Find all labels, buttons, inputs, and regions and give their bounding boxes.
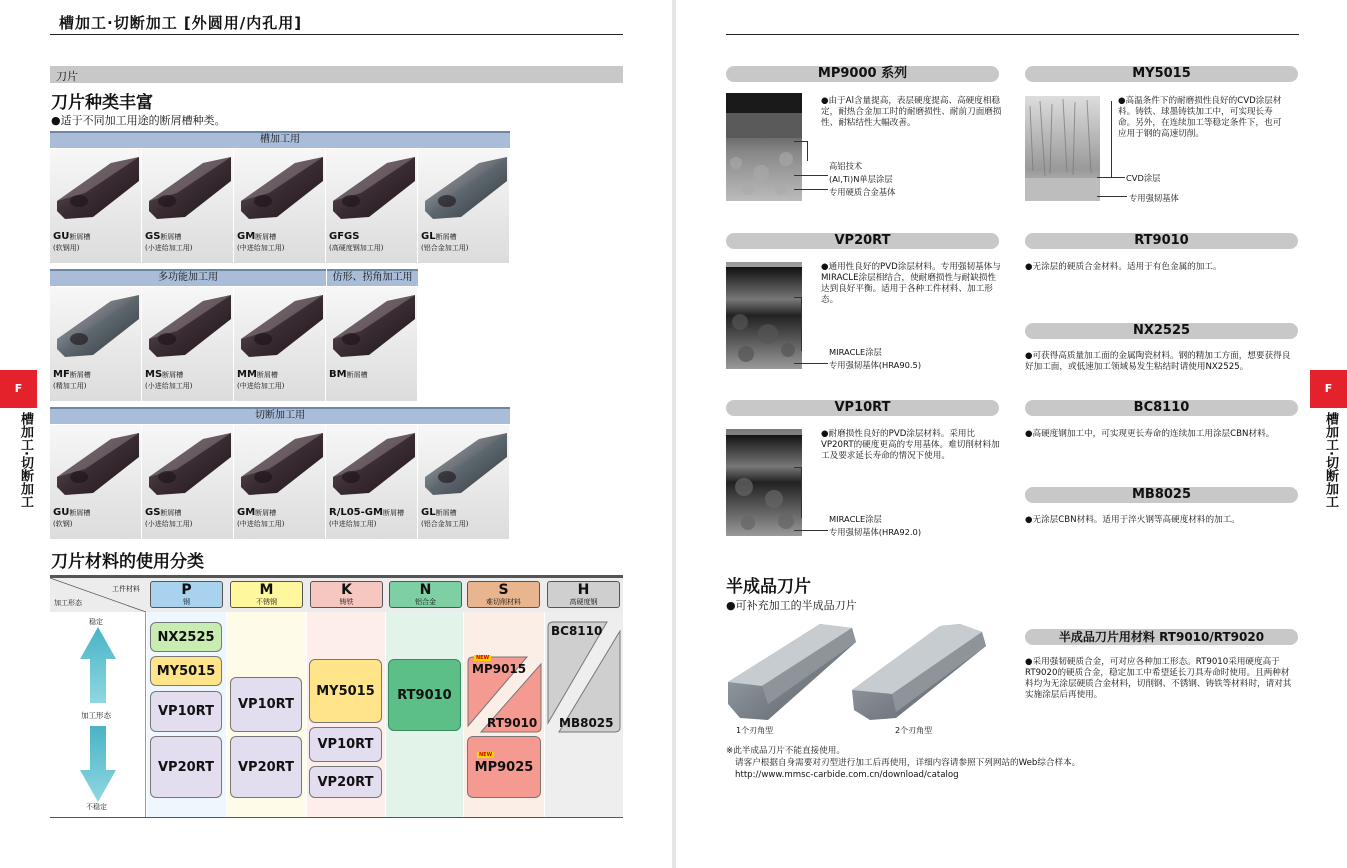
insert-note: (铝合金加工用) — [421, 520, 469, 528]
material-header-h — [547, 581, 620, 608]
grade-mb8025: MB8025 — [559, 716, 614, 730]
material-letter: H — [577, 582, 590, 598]
insert-note: (中进给加工用) — [329, 520, 377, 528]
insert-image — [145, 293, 233, 367]
vp20rt-ann2: 专用强韧基体(HRA90.5) — [829, 360, 922, 370]
material-header-m — [230, 581, 303, 608]
band-cutoff-label: 切断加工用 — [255, 410, 305, 421]
right-page — [676, 0, 1347, 868]
section-bar-label: 刀片 — [56, 70, 78, 83]
insert-label — [329, 369, 368, 381]
insert-suffix: 断屑槽 — [255, 233, 277, 241]
my5015-ann1: CVD涂层 — [1126, 173, 1161, 183]
insert-label — [237, 369, 284, 392]
mp9000-ann1: 高铝技术 — [829, 161, 863, 171]
material-header-s — [467, 581, 540, 608]
vp10rt-ann2: 专用强韧基体(HRA92.0) — [829, 527, 922, 537]
insert-image — [421, 155, 509, 229]
arrow-down-icon — [80, 726, 116, 802]
insert-label — [145, 231, 192, 254]
insert-label — [53, 507, 90, 530]
semi-caption-1: 1个刃角型 — [736, 726, 774, 735]
vp10rt-photo — [726, 429, 802, 536]
mode-label: 加工形态 — [81, 711, 111, 720]
corner-bottom-label: 加工形态 — [54, 599, 82, 607]
insert-code: GM — [237, 231, 256, 242]
insert-suffix: 断屑槽 — [69, 233, 91, 241]
vp10rt-ann1: MIRACLE涂层 — [829, 514, 882, 524]
insert-code: MF — [53, 369, 70, 380]
material-letter: N — [419, 582, 432, 598]
insert-cell — [50, 287, 142, 401]
insert-image — [145, 155, 233, 229]
new-badge: NEW — [476, 655, 490, 661]
semi-material-desc: ●采用强韧硬质合金，可对应各种加工形态。RT9010采用硬度高于RT9020的硬质合金，稳定加工中希望延长刀具寿命时使用。且两种材料均为无涂层硬质合金材料，切削钢、不锈钢、铸铁等材料时，请对其实施涂层后再使用。 — [1025, 657, 1292, 700]
vp10rt-desc: ●耐磨损性良好的PVD涂层材料。采用比VP20RT的硬度更高的专用基体。难切削材料加工及要求延长寿命的情况下使用。 — [821, 429, 1000, 461]
insert-image — [237, 431, 325, 505]
semi-caption-2: 2个刃角型 — [895, 726, 933, 735]
insert-code: MS — [145, 369, 163, 380]
inserts-heading: 刀片种类丰富 — [51, 93, 153, 113]
page-header-title: 槽加工·切断加工 [外圆用/内孔用] — [59, 14, 303, 32]
grade-rt9010-n: RT9010 — [388, 659, 461, 731]
insert-cell — [418, 149, 510, 263]
grade-nx2525: NX2525 — [150, 622, 222, 652]
insert-image — [145, 431, 233, 505]
insert-suffix: 断屑槽 — [346, 371, 368, 379]
mp9000-ann3: 专用硬质合金基体 — [829, 187, 896, 197]
grade-rt9010-s: RT9010 — [487, 716, 538, 730]
grade-mp9025: MP9025 — [467, 736, 541, 798]
material-name: 铸铁 — [339, 598, 354, 606]
mb8025-desc: ●无涂层CBN材料。适用于淬火钢等高硬度材料的加工。 — [1025, 515, 1240, 525]
insert-label — [53, 231, 90, 254]
insert-label — [329, 507, 404, 530]
insert-note: (小进给加工用) — [145, 520, 193, 528]
insert-code: GL — [421, 507, 436, 518]
pill-my5015: MY5015 — [1025, 66, 1298, 82]
insert-cell — [326, 425, 418, 539]
insert-cell — [142, 425, 234, 539]
insert-cell — [326, 149, 418, 263]
insert-suffix: 断屑槽 — [255, 509, 277, 517]
insert-code: GFGS — [329, 231, 360, 242]
material-name: 钢 — [183, 598, 190, 606]
mp9000-desc: ●由于Al含量提高，表层硬度提高、高硬度相稳定，耐热合金加工时的耐磨损性、耐前刀面磨损性、耐粘结性大幅改善。 — [821, 96, 1002, 128]
note-3: http://www.mmsc-carbide.com.cn/download/catalog — [735, 770, 959, 780]
material-letter: S — [498, 582, 509, 598]
insert-note: (中进给加工用) — [237, 520, 285, 528]
insert-label — [329, 231, 383, 254]
pill-vp20rt: VP20RT — [726, 233, 999, 249]
insert-cell — [50, 425, 142, 539]
grade-vp10rt-k: VP10RT — [309, 727, 382, 762]
unstable-label: 不稳定 — [86, 803, 107, 811]
insert-suffix: 断屑槽 — [382, 509, 404, 517]
side-text-left: 槽加工·切断加工 — [18, 412, 33, 508]
rt9010-desc: ●无涂层的硬质合金材料。适用于有色金属的加工。 — [1025, 262, 1222, 272]
grade-vp10rt: VP10RT — [150, 691, 222, 732]
insert-cell — [142, 287, 234, 401]
band-multi-label: 多功能加工用 — [158, 272, 218, 283]
material-letter: M — [259, 582, 274, 598]
insert-label — [237, 231, 284, 254]
semi-subheading: ●可补充加工的半成品刀片 — [726, 599, 857, 612]
insert-code: GS — [145, 507, 161, 518]
insert-image — [53, 155, 141, 229]
insert-code: GL — [421, 231, 436, 242]
semi-insert-single — [728, 620, 858, 725]
insert-image — [53, 431, 141, 505]
grade-heading: 刀片材料的使用分类 — [51, 552, 204, 572]
pill-nx2525: NX2525 — [1025, 323, 1298, 339]
pill-mp9000: MP9000 系列 — [726, 66, 999, 82]
grade-mp9015: MP9015 — [472, 662, 527, 676]
arrow-up-icon — [80, 627, 116, 703]
insert-cell — [142, 149, 234, 263]
material-letter: K — [341, 582, 352, 598]
insert-suffix: 断屑槽 — [160, 509, 182, 517]
insert-label — [237, 507, 284, 530]
bc8110-desc: ●高硬度钢加工中，可实现更长寿命的连续加工用涂层CBN材料。 — [1025, 429, 1275, 439]
insert-image — [329, 293, 417, 367]
insert-note: (小进给加工用) — [145, 382, 193, 390]
pill-bc8110: BC8110 — [1025, 400, 1298, 416]
grade-vp20rt-k: VP20RT — [309, 766, 382, 798]
insert-cell — [418, 425, 510, 539]
insert-image — [421, 431, 509, 505]
insert-cell — [234, 425, 326, 539]
insert-cell — [234, 287, 326, 401]
insert-code: MM — [237, 369, 257, 380]
new-badge-2: NEW — [479, 752, 493, 758]
insert-suffix: 断屑槽 — [69, 509, 91, 517]
vp20rt-photo — [726, 262, 802, 369]
note-2: 请客户根据自身需要对刃型进行加工后再使用，详细内容请参照下列网站的Web综合样本。 — [735, 758, 1081, 768]
pill-vp10rt: VP10RT — [726, 400, 999, 416]
insert-note: (精加工用) — [53, 382, 87, 390]
insert-note: (中进给加工用) — [237, 244, 285, 252]
mp9000-photo — [726, 93, 802, 201]
insert-label — [421, 231, 468, 254]
insert-label — [53, 369, 91, 392]
insert-suffix: 断屑槽 — [69, 371, 91, 379]
band-grooving — [50, 131, 510, 148]
material-name: 高硬度钢 — [569, 598, 598, 606]
insert-cell — [50, 149, 142, 263]
material-name: 不锈钢 — [256, 598, 277, 606]
insert-code: BM — [329, 369, 347, 380]
insert-code: GU — [53, 507, 70, 518]
insert-image — [237, 155, 325, 229]
side-tab-left: F — [0, 370, 37, 408]
my5015-ann2: 专用强韧基体 — [1129, 193, 1179, 203]
insert-label — [145, 369, 192, 392]
side-tab-right: F — [1310, 370, 1347, 408]
insert-suffix: 断屑槽 — [162, 371, 184, 379]
material-header-k — [310, 581, 383, 608]
grade-my5015: MY5015 — [150, 656, 222, 686]
insert-cell — [234, 149, 326, 263]
band-cutoff — [50, 407, 510, 424]
insert-note: (高硬度钢加工用) — [329, 244, 384, 252]
insert-note: (软钢) — [53, 520, 73, 528]
my5015-photo — [1025, 96, 1100, 201]
grade-vp20rt-m: VP20RT — [230, 736, 302, 798]
grade-bc8110: BC8110 — [551, 624, 603, 638]
insert-suffix: 断屑槽 — [435, 509, 457, 517]
vp20rt-desc: ●通用性良好的PVD涂层材料。专用强韧基体与MIRACLE涂层相结合，使耐磨损性与耐缺损性达到良好平衡。适用于各种工件材料、加工形态。 — [821, 262, 1001, 305]
insert-image — [237, 293, 325, 367]
band-grooving-label: 槽加工用 — [260, 134, 300, 145]
insert-note: (铝合金加工用) — [421, 244, 469, 252]
material-letter: P — [181, 582, 192, 598]
left-page — [0, 0, 672, 868]
nx2525-desc: ●可获得高质量加工面的金属陶瓷材料。钢的精加工方面，想要获得良好加工面，或低速加工领域易发生粘结时请使用NX2525。 — [1025, 351, 1291, 372]
insert-label — [145, 507, 192, 530]
material-name: 铝合金 — [415, 598, 436, 606]
material-header-n — [389, 581, 462, 608]
semi-heading: 半成品刀片 — [726, 577, 811, 597]
insert-image — [329, 155, 417, 229]
insert-cell — [326, 287, 418, 401]
insert-note: (软钢用) — [53, 244, 80, 252]
insert-image — [53, 293, 141, 367]
vp20rt-ann1: MIRACLE涂层 — [829, 347, 882, 357]
band-profiling — [327, 269, 418, 286]
pill-semi-material: 半成品刀片用材料 RT9010/RT9020 — [1025, 629, 1298, 645]
band-profiling-label: 仿形、拐角加工用 — [332, 272, 413, 283]
note-1: ※此半成品刀片不能直接使用。 — [726, 746, 845, 756]
side-text-right: 槽加工·切断加工 — [1323, 412, 1338, 508]
insert-suffix: 断屑槽 — [160, 233, 182, 241]
grade-my5015-k: MY5015 — [309, 659, 382, 723]
grade-vp20rt: VP20RT — [150, 736, 222, 798]
insert-code: GS — [145, 231, 161, 242]
pill-rt9010: RT9010 — [1025, 233, 1298, 249]
stable-label: 稳定 — [89, 618, 103, 626]
insert-note: (小进给加工用) — [145, 244, 193, 252]
insert-note: (中进给加工用) — [237, 382, 285, 390]
insert-label — [421, 507, 468, 530]
insert-code: GM — [237, 507, 256, 518]
material-header-p — [150, 581, 223, 608]
insert-code: GU — [53, 231, 70, 242]
inserts-subheading: ●适于不同加工用途的断屑槽种类。 — [51, 114, 226, 127]
band-multi — [50, 269, 326, 286]
pill-mb8025: MB8025 — [1025, 487, 1298, 503]
insert-code: R/L05-GM — [329, 507, 383, 518]
mp9000-ann2: (Al,Ti)N单层涂层 — [829, 174, 893, 184]
material-name: 难切削材料 — [486, 598, 521, 606]
insert-suffix: 断屑槽 — [256, 371, 278, 379]
corner-top-label: 工件材料 — [112, 585, 140, 593]
grade-vp10rt-m: VP10RT — [230, 677, 302, 732]
section-bar — [50, 66, 623, 83]
semi-insert-double — [852, 620, 992, 725]
my5015-desc: ●高温条件下的耐磨损性良好的CVD涂层材料。铸铁、球墨铸铁加工中，可实现长寿命。另外，在连续加工等稳定条件下，也可应用于钢的高速切削。 — [1118, 96, 1282, 139]
insert-image — [329, 431, 417, 505]
insert-suffix: 断屑槽 — [435, 233, 457, 241]
